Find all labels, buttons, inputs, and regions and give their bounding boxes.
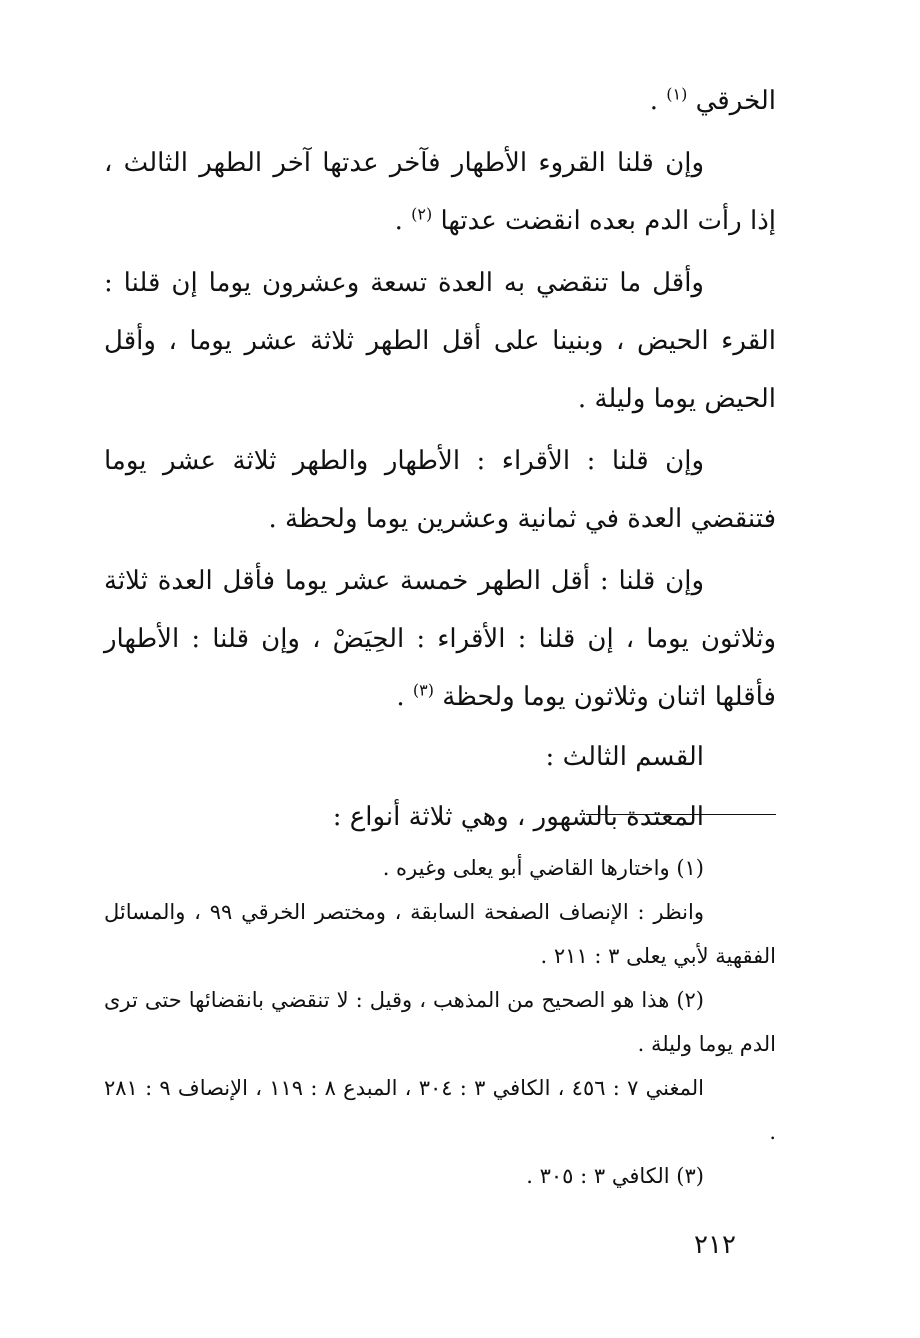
footnote-separator — [586, 814, 776, 815]
paragraph-end: . — [396, 682, 405, 712]
footnote-2-sources: المغني ٧ : ٤٥٦ ، الكافي ٣ : ٣٠٤ ، المبدع ٨ : ١١٩ ، الإنصاف ٩ : ٢٨١ . — [104, 1076, 776, 1144]
section-subheading: المعتدة بالشهور ، وهي ثلاثة أنواع : — [332, 802, 704, 832]
section-heading: القسم الثالث : — [545, 742, 704, 772]
paragraph-continuation — [104, 72, 776, 130]
paragraph-end: . — [649, 86, 658, 116]
footnotes — [104, 846, 776, 1198]
paragraph-text: وإن قلنا : أقل الطهر خمسة عشر يوما فأقل العدة ثلاثة وثلاثون يوما ، إن قلنا : الأقراء : الحِيَضْ ، وإن قلنا : الأطهار فأقلها اثنان وثلاثون يوما ولحظة — [104, 566, 776, 712]
paragraph-end: . — [394, 206, 403, 236]
paragraph-text: وإن قلنا : الأقراء : الأطهار والطهر ثلاثة عشر يوما فتنقضي العدة في ثمانية وعشرين يوما ولحظة . — [104, 446, 776, 534]
paragraph-text: وإن قلنا القروء الأطهار فآخر عدتها آخر الطهر الثالث ، إذا رأت الدم بعده انقضت عدتها — [104, 148, 776, 236]
paragraph-4 — [104, 432, 776, 548]
paragraph-2 — [104, 134, 776, 250]
footnote-1-sources: وانظر : الإنصاف الصفحة السابقة ، ومختصر الخرقي ٩٩ ، والمسائل الفقهية لأبي يعلى ٣ : ٢١١ . — [104, 900, 776, 968]
footnote-2: (٢) هذا هو الصحيح من المذهب ، وقيل : لا تنقضي بانقضائها حتى ترى الدم يوما وليلة . — [104, 988, 776, 1056]
main-text — [104, 72, 776, 846]
paragraph-text: وأقل ما تنقضي به العدة تسعة وعشرون يوما إن قلنا : القرء الحيض ، وبنينا على أقل الطهر ثلاثة عشر يوما ، وأقل الحيض يوما وليلة . — [104, 268, 776, 414]
page-number: ٢١٢ — [694, 1230, 736, 1260]
footnote-ref-3[interactable]: (٣) — [412, 680, 434, 700]
footnote-ref-1[interactable]: (١) — [666, 84, 688, 104]
footnote-1: (١) واختارها القاضي أبو يعلى وغيره . — [382, 856, 704, 880]
paragraph-text: الخرقي — [695, 86, 776, 116]
footnote-ref-2[interactable]: (٢) — [411, 204, 433, 224]
paragraph-3 — [104, 254, 776, 428]
paragraph-5 — [104, 552, 776, 726]
footnote-3: (٣) الكافي ٣ : ٣٠٥ . — [526, 1164, 704, 1188]
